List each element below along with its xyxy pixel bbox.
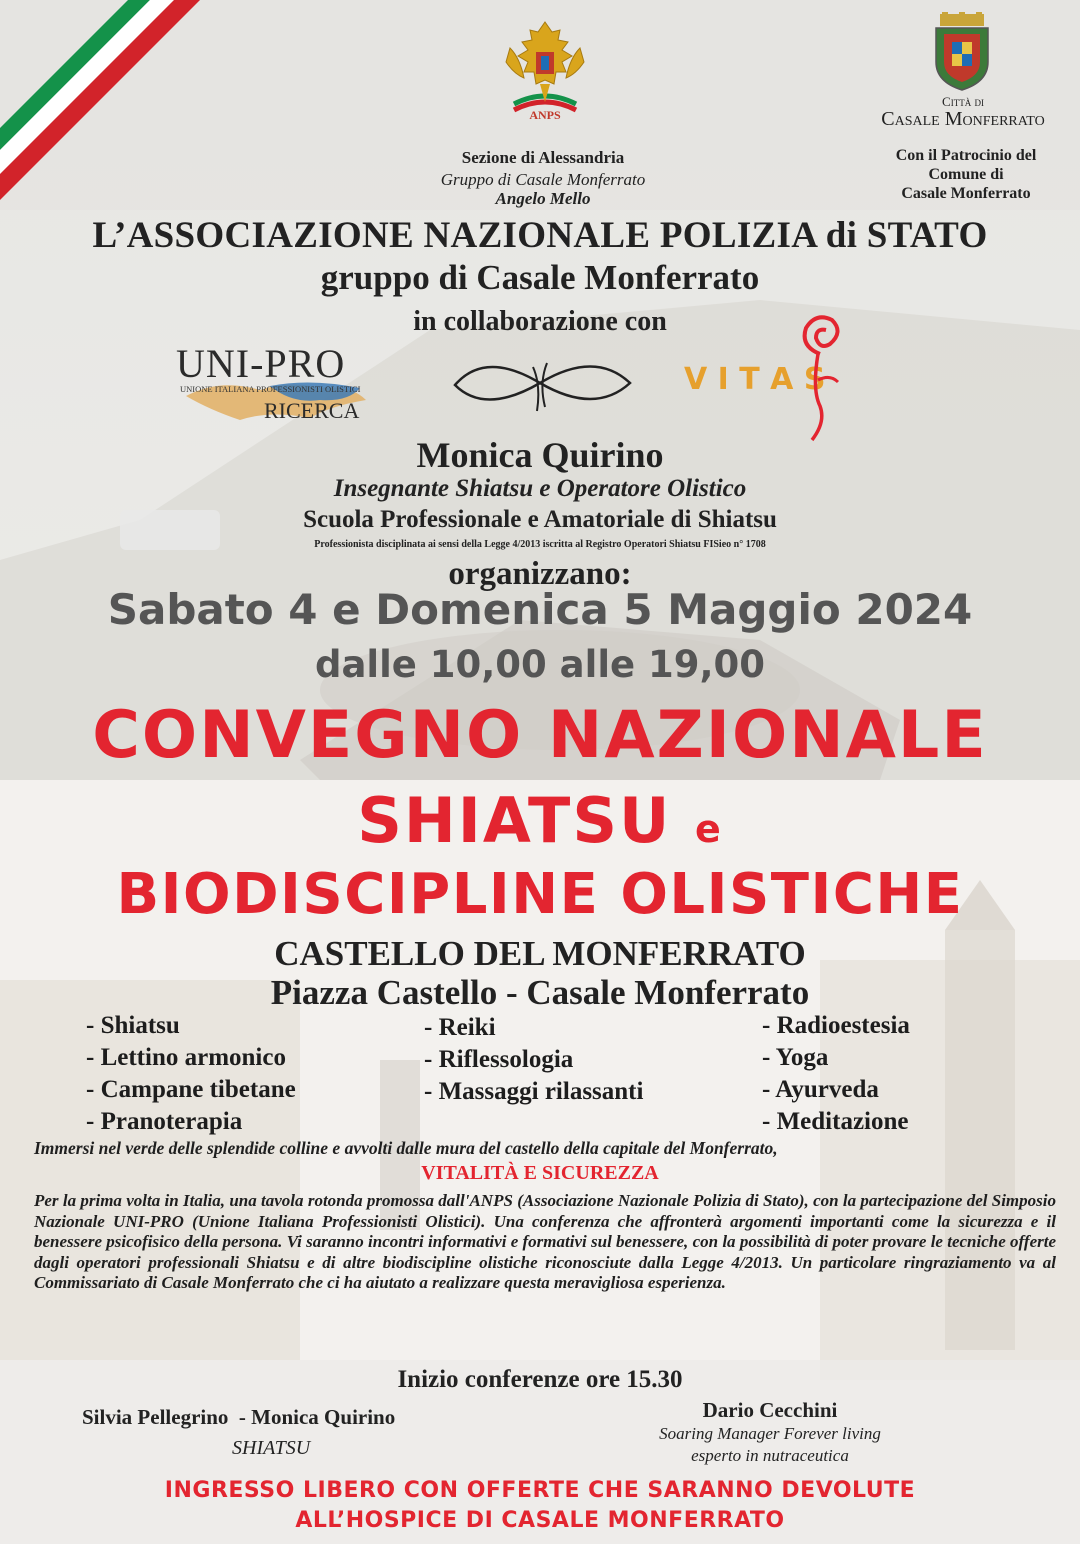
speaker1-role: SHIATSU: [232, 1437, 311, 1459]
organize-label: organizzano:: [448, 556, 632, 592]
collaboration-label: in collaborazione con: [413, 306, 667, 337]
discipline-item: - Shiatsu: [86, 1012, 180, 1039]
intro-text: Immersi nel verde delle splendide colline e avvolti dalle mura del castello della capitale del Monferrato,: [34, 1138, 778, 1158]
patronage-line: Comune di: [928, 166, 1004, 183]
speaker1-names: Silvia Pellegrino - Monica Quirino: [82, 1405, 396, 1429]
discipline-item: - Radioestesia: [762, 1012, 910, 1039]
vitas-rose-icon: [790, 310, 850, 445]
page-subtitle: gruppo di Casale Monferrato: [320, 258, 760, 297]
city-line1: Città di: [942, 94, 984, 109]
discipline-item: - Massaggi rilassanti: [424, 1078, 644, 1105]
unipro-logo: [170, 340, 385, 425]
event-title-line1: CONVEGNO NAZIONALE: [92, 698, 988, 773]
footer-line2: ALL’HOSPICE DI CASALE MONFERRATO: [295, 1508, 785, 1533]
description-paragraph: Per la prima volta in Italia, una tavola rotonda promossa dall'ANPS (Associazione Nazionale Polizia di Stato), con la partecipazione del Simposio Nazionale UNI-PRO (Unione Italiana Professionisti Olistici). Una conferenza che affronterà argomenti importanti come la sicurezza e il benessere psicofisico della persona. Vi saranno incontri informativi e formativi sul benessere, con la possibilità di poter provare le tecniche offerte dagli operatori professionali Shiatsu e di altre biodiscipline olistiche riconosciute dalla Legge 4/2013. Un particolare ringraziamento va al Commissariato di Casale Monferrato che ci ha aiutato a realizzare questa meravigliosa esperienza.: [34, 1191, 1056, 1292]
discipline-item: - Reiki: [424, 1014, 496, 1041]
footer-line1: INGRESSO LIBERO CON OFFERTE CHE SARANNO DEVOLUTE: [164, 1478, 916, 1503]
event-hours: dalle 10,00 alle 19,00: [314, 643, 766, 686]
event-dates: Sabato 4 e Domenica 5 Maggio 2024: [107, 585, 973, 634]
speaker2-name: Dario Cecchini: [702, 1398, 838, 1422]
speaker2-role1: Soaring Manager Forever living: [659, 1424, 881, 1443]
organizer-name: Monica Quirino: [416, 435, 664, 475]
conference-start: Inizio conferenze ore 15.30: [397, 1366, 683, 1393]
patronage-line: Casale Monferrato: [901, 185, 1031, 202]
event-title-shiatsu: SHIATSU: [357, 784, 672, 857]
disciplines-col2: [424, 1012, 643, 1108]
discipline-item: - Riflessologia: [424, 1046, 574, 1073]
city-coat-of-arms: [930, 12, 994, 92]
discipline-item: - Campane tibetane: [86, 1076, 296, 1103]
city-patronage: [868, 146, 1064, 203]
unipro-tagline: UNIONE ITALIANA PROFESSIONISTI OLISTICI: [180, 384, 361, 394]
speaker2-role2: esperto in nutraceutica: [691, 1446, 849, 1465]
unipro-sub: RICERCA: [264, 398, 360, 423]
infinity-script-logo: [445, 345, 640, 420]
anps-section: Sezione di Alessandria: [461, 148, 625, 167]
city-line2: Casale Monferrato: [881, 108, 1045, 130]
discipline-item: - Pranoterapia: [86, 1108, 243, 1135]
anps-person: Angelo Mello: [495, 189, 591, 208]
vitas-logo-text: V I T A S: [684, 362, 826, 397]
discipline-item: - Lettino armonico: [86, 1044, 286, 1071]
patronage-line: Con il Patrocinio del: [895, 147, 1037, 164]
unipro-name: UNI-PRO: [176, 341, 346, 386]
disciplines-col3: [762, 1010, 910, 1138]
event-title-line2: [0, 784, 1080, 857]
anps-group: Gruppo di Casale Monferrato: [440, 170, 646, 189]
motto: VITALITÀ E SICUREZZA: [421, 1162, 659, 1184]
anps-abbr: ANPS: [529, 108, 561, 122]
disciplines-col1: [86, 1010, 296, 1138]
discipline-item: - Meditazione: [762, 1108, 909, 1135]
organizer-role: Insegnante Shiatsu e Operatore Olistico: [333, 475, 747, 502]
event-venue: CASTELLO DEL MONFERRATO: [274, 934, 806, 973]
italian-flag-ribbon: [0, 0, 220, 200]
organizer-school: Scuola Professionale e Amatoriale di Shiatsu: [303, 506, 777, 533]
event-title-line3: BIODISCIPLINE OLISTICHE: [116, 862, 964, 927]
page-title: L’ASSOCIAZIONE NAZIONALE POLIZIA di STATO: [92, 215, 988, 256]
discipline-item: - Yoga: [762, 1044, 829, 1071]
event-address: Piazza Castello - Casale Monferrato: [270, 973, 810, 1012]
discipline-item: - Ayurveda: [762, 1076, 879, 1103]
event-title-and: e: [694, 807, 723, 851]
organizer-note: Professionista disciplinata ai sensi della Legge 4/2013 iscritta al Registro Operatori Shiatsu FISieo n° 1708: [314, 539, 766, 550]
